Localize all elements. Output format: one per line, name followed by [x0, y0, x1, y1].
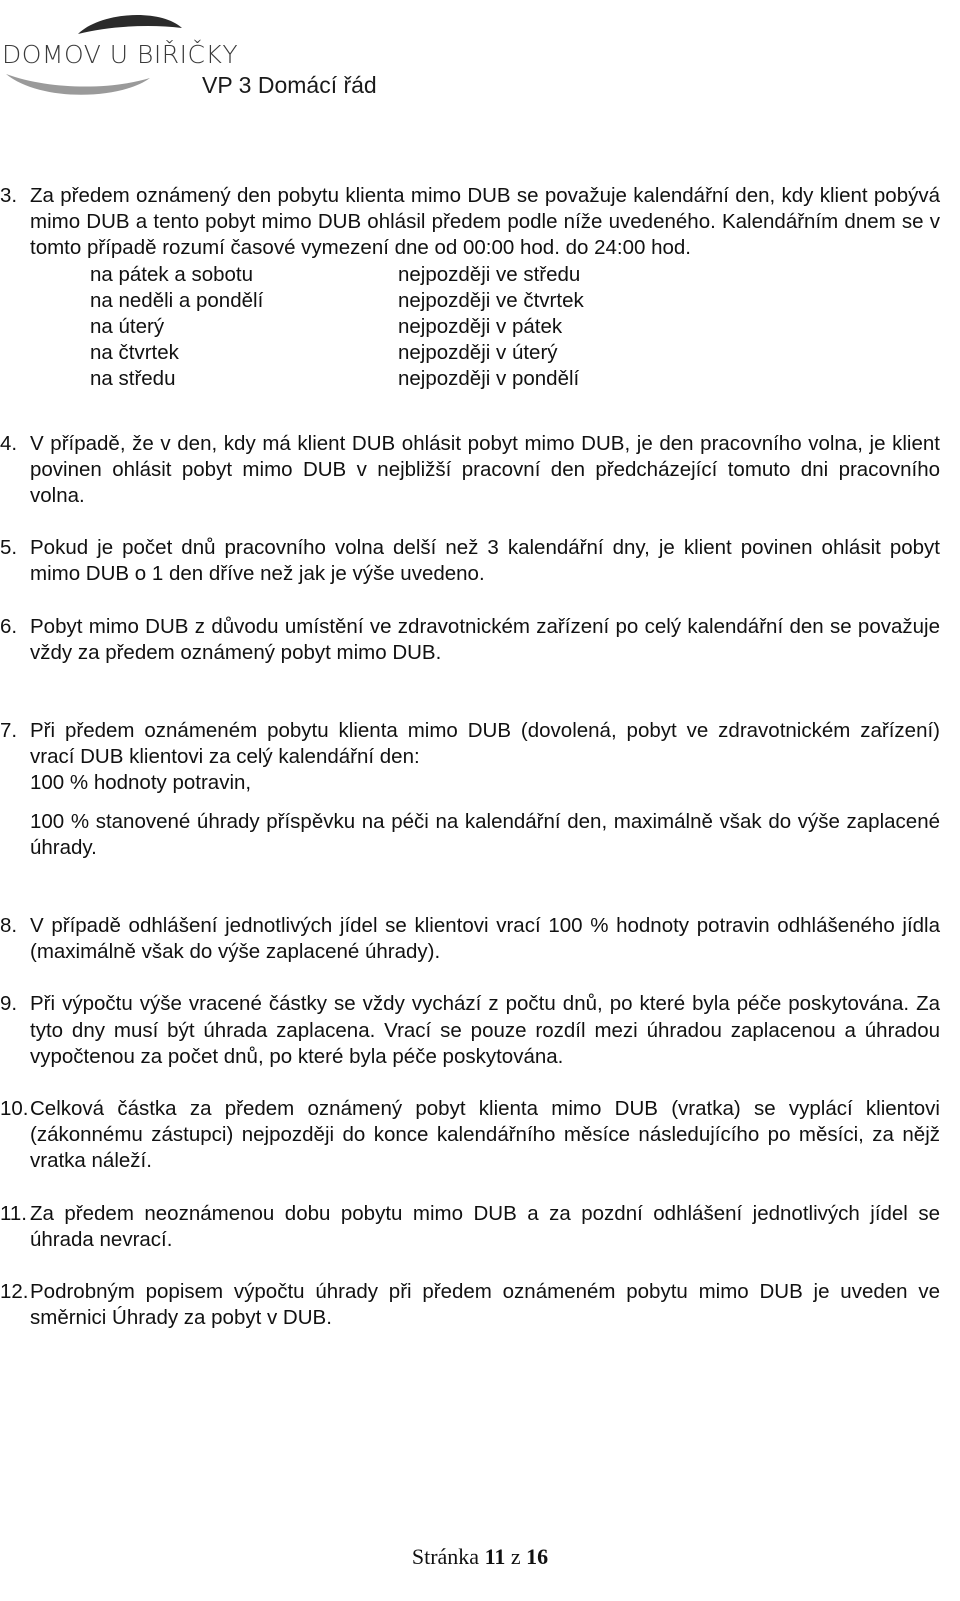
logo: [0, 4, 239, 99]
schedule-deadline: nejpozději v pondělí: [398, 367, 580, 391]
section-text: Pobyt mimo DUB z důvodu umístění ve zdravotnickém zařízení po celý kalendářní den se považuje vždy za předem oznámený pobyt mimo DUB.: [30, 614, 940, 664]
section-text: Pokud je počet dnů pracovního volna delší než 3 kalendářní dny, je klient povinen ohlásit pobyt mimo DUB o 1 den dříve než jak je výše uvedeno.: [30, 536, 940, 586]
section-6: [0, 614, 940, 666]
section-text: Celková částka za předem oznámený pobyt klienta mimo DUB (vratka) se vyplácí klientovi (zákonnému zástupci) nejpozději do konce kalendářního měsíce následujícího po měsíci, za nějž vratka náleží.: [30, 1097, 940, 1173]
schedule-row: [90, 314, 940, 340]
section-7-food: 100 % hodnoty potravin,: [30, 771, 252, 795]
section-text: Za předem neoznámenou dobu pobytu mimo DUB a za pozdní odhlášení jednotlivých jídel se úhrada nevrací.: [30, 1201, 940, 1251]
total-pages-number: 16: [526, 1544, 549, 1569]
section-number: 7.: [0, 718, 18, 742]
document-body: [0, 183, 940, 1331]
schedule-day: na úterý: [90, 314, 165, 338]
schedule-row: [90, 288, 940, 314]
section-number: 6.: [0, 614, 18, 638]
section-number: 11.: [0, 1201, 27, 1225]
section-3: [0, 183, 940, 262]
section-number: 3.: [0, 184, 18, 207]
section-text: Podrobným popisem výpočtu úhrady při předem oznámeném pobytu mimo DUB je uveden ve směrnici Úhrady za pobyt v DUB.: [30, 1280, 940, 1330]
schedule-deadline: nejpozději ve středu: [398, 262, 581, 286]
section-text: V případě, že v den, kdy má klient DUB ohlásit pobyt mimo DUB, je den pracovního volna, je klient povinen ohlásit pobyt mimo DUB v nejbližší pracovní den předcházející tomuto dni pracovního volna.: [30, 431, 940, 507]
section-8: [0, 913, 940, 965]
schedule-day: na středu: [90, 367, 176, 391]
schedule-day: na neděli a pondělí: [90, 288, 264, 312]
page-footer: [0, 1544, 960, 1570]
section-10: [0, 1096, 940, 1175]
section-number: 9.: [0, 992, 18, 1016]
section-text: Za předem oznámený den pobytu klienta mimo DUB se považuje kalendářní den, kdy klient pobývá mimo DUB a tento pobyt mimo DUB ohlásil předem podle níže uvedeného. Kalendářním dnem se v tomto případě rozumí časové vymezení dne od 00:00 hod. do 24:00 hod.: [30, 184, 940, 260]
section-number: 10.: [0, 1097, 29, 1120]
section-11: [0, 1201, 940, 1253]
section-7-care: 100 % stanovené úhrady příspěvku na péči na kalendářní den, maximálně však do výše zaplacené úhrady.: [30, 809, 940, 859]
section-text: V případě odhlášení jednotlivých jídel se klientovi vrací 100 % hodnoty potravin odhlášeného jídla (maximálně však do výše zaplacené úhrady).: [30, 913, 940, 964]
schedule-day: na čtvrtek: [90, 341, 179, 365]
schedule-deadline: nejpozději ve čtvrtek: [398, 288, 584, 312]
logo-text: DOMOV U BIŘIČKY: [2, 40, 239, 69]
page-separator: z: [510, 1544, 521, 1569]
section-text: Při předem oznámeném pobytu klienta mimo DUB (dovolená, pobyt ve zdravotnickém zařízení) vrací DUB klientovi za celý kalendářní den:: [30, 718, 940, 769]
section-number: 8.: [0, 913, 18, 937]
section-12: [0, 1279, 940, 1331]
schedule-row: [90, 262, 940, 288]
section-number: 12.: [0, 1280, 29, 1304]
section-5: [0, 535, 940, 587]
section-9: [0, 991, 940, 1070]
schedule-day: na pátek a sobotu: [90, 262, 253, 286]
section-number: 5.: [0, 536, 18, 560]
section-4: [0, 431, 940, 510]
schedule-row: [90, 366, 940, 392]
section-7: [0, 718, 940, 770]
page-header: [0, 0, 960, 110]
current-page-number: 11: [484, 1544, 506, 1569]
schedule-deadline: nejpozději v pátek: [398, 314, 563, 338]
schedule-row: [90, 340, 940, 366]
notice-schedule: [90, 262, 940, 393]
section-text: Při výpočtu výše vracené částky se vždy vychází z počtu dnů, po které byla péče poskytována. Za tyto dny musí být úhrada zaplacena. Vrací se pouze rozdíl mezi úhradou zaplacenou a úhradou vypočtenou za počet dnů, po které byla péče poskytována.: [30, 992, 940, 1068]
page-label: Stránka: [411, 1544, 480, 1569]
document-title: VP 3 Domácí řád: [202, 72, 377, 98]
section-number: 4.: [0, 431, 18, 455]
schedule-deadline: nejpozději v úterý: [398, 341, 558, 365]
